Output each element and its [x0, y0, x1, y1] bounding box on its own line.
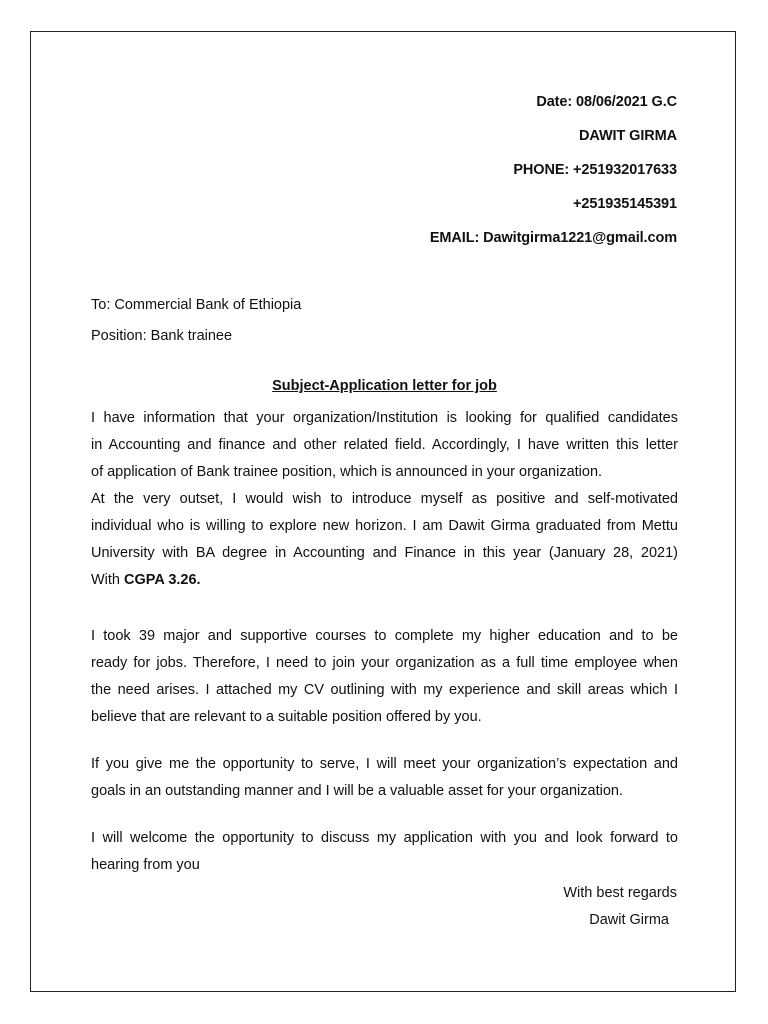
sender-phone: PHONE: +251932017633	[513, 162, 677, 178]
body-paragraph-intro	[91, 405, 678, 594]
paragraph-line: University with BA degree in Accounting and Finance in this year (January 28, 2021)	[91, 545, 678, 561]
letter-subject: Subject-Application letter for job	[272, 378, 497, 394]
paragraph-line: ready for jobs. Therefore, I need to join your organization as a full time employee when	[91, 655, 678, 671]
paragraph-line: believe that are relevant to a suitable position offered by you.	[91, 709, 482, 725]
paragraph-line-cgpa	[91, 567, 678, 594]
closing-regards: With best regards	[563, 885, 677, 901]
body-paragraph-opportunity	[91, 751, 678, 805]
paragraph-line: I will welcome the opportunity to discuss my application with you and look forward to	[91, 830, 678, 846]
paragraph-line: the need arises. I attached my CV outlining with my experience and skill areas which I	[91, 682, 678, 698]
paragraph-line: hearing from you	[91, 857, 200, 873]
closing-signature: Dawit Girma	[589, 912, 669, 928]
sender-phone-alt: +251935145391	[573, 196, 677, 212]
recipient-position: Position: Bank trainee	[91, 328, 233, 344]
body-paragraph-courses	[91, 623, 678, 731]
recipient-to: To: Commercial Bank of Ethiopia	[91, 297, 302, 313]
sender-email: EMAIL: Dawitgirma1221@gmail.com	[429, 230, 677, 246]
cgpa-prefix: With	[91, 572, 125, 588]
paragraph-line: individual who is willing to explore new horizon. I am Dawit Girma graduated from Mettu	[91, 518, 678, 534]
paragraph-line: I have information that your organization/Institution is looking for qualified candidates	[91, 410, 678, 426]
paragraph-line: in Accounting and finance and other related field. Accordingly, I have written this letter	[91, 437, 678, 453]
paragraph-line: At the very outset, I would wish to introduce myself as positive and self-motivated	[91, 491, 678, 507]
paragraph-line: goals in an outstanding manner and I will be a valuable asset for your organization.	[91, 783, 623, 799]
paragraph-line: If you give me the opportunity to serve, I will meet your organization’s expectation and	[91, 756, 678, 772]
paragraph-line: I took 39 major and supportive courses to complete my higher education and to be	[91, 628, 678, 644]
letter-date: Date: 08/06/2021 G.C	[536, 94, 677, 110]
paragraph-line: of application of Bank trainee position, which is announced in your organization.	[91, 464, 603, 480]
body-paragraph-closing	[91, 825, 678, 879]
sender-name: DAWIT GIRMA	[579, 128, 677, 144]
cgpa-value: CGPA 3.26.	[124, 572, 201, 588]
